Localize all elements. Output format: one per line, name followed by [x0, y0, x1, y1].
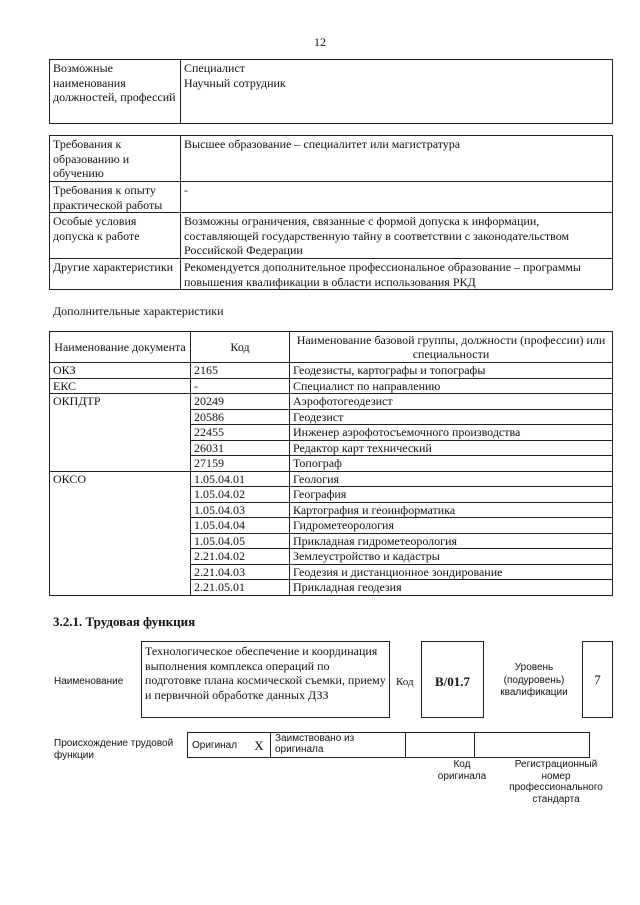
section-title: 3.2.1. Трудовая функция: [53, 614, 196, 629]
table-row: [50, 394, 613, 410]
position-value: Специалист: [184, 61, 246, 75]
header-group-name: Наименование базовой группы, должности (профессии) или специальности: [290, 332, 613, 363]
origin-table: [187, 732, 590, 758]
group-name-cell: Геология: [290, 471, 613, 487]
code-cell: 2.21.05.01: [191, 580, 290, 596]
extra-caption: Дополнительные характеристики: [53, 304, 224, 318]
requirement-row: [50, 182, 613, 213]
code-cell: 2.21.04.03: [191, 564, 290, 580]
qualification-level-box: 7: [582, 641, 613, 718]
group-name-cell: Геодезисты, картографы и топографы: [290, 363, 613, 379]
registration-number-caption: Регистрационный номер профессионального стандарта: [509, 759, 603, 805]
position-value: Научный сотрудник: [184, 75, 286, 90]
table-row: [50, 378, 613, 394]
registration-number-cell: [475, 733, 590, 758]
function-name-box: Технологическое обеспечение и координация выполнения комплекса операций по подготовке плана космической съемки, приему и первичной обработке данных ДЗЗ: [141, 641, 390, 718]
extra-characteristics-table: [49, 331, 613, 596]
positions-row: [50, 60, 613, 124]
group-name-cell: Специалист по направлению: [290, 378, 613, 394]
group-name-cell: Топограф: [290, 456, 613, 472]
table-row: [50, 471, 613, 487]
group-name-cell: Прикладная геодезия: [290, 580, 613, 596]
doc-name: ОКЗ: [50, 363, 191, 379]
code-cell: 1.05.04.05: [191, 533, 290, 549]
requirement-label: Другие характеристики: [50, 259, 181, 290]
doc-name: ОКСО: [50, 471, 191, 595]
requirement-row: [50, 213, 613, 259]
doc-name: ЕКС: [50, 378, 191, 394]
original-code-caption: Код оригинала: [437, 759, 487, 782]
function-code-label: Код: [396, 676, 414, 688]
requirement-row: [50, 136, 613, 182]
original-mark: X: [248, 733, 271, 758]
requirement-value: Возможны ограничения, связанные с формой допуска к информации, составляющей государственную тайну в соответствии с законодательством Российской Федерации: [181, 213, 613, 259]
function-name-label: Наименование: [54, 676, 124, 687]
requirement-label: Особые условия допуска к работе: [50, 213, 181, 259]
group-name-cell: Гидрометеорология: [290, 518, 613, 534]
table-header-row: [50, 332, 613, 363]
code-cell: 20586: [191, 409, 290, 425]
code-cell: 1.05.04.04: [191, 518, 290, 534]
code-cell: 1.05.04.02: [191, 487, 290, 503]
original-label: Оригинал: [188, 733, 249, 758]
requirement-value: -: [181, 182, 613, 213]
code-cell: 27159: [191, 456, 290, 472]
requirement-row: [50, 259, 613, 290]
group-name-cell: Инженер аэрофотосъемочного производства: [290, 425, 613, 441]
code-cell: 22455: [191, 425, 290, 441]
positions-values: [181, 60, 613, 124]
group-name-cell: Прикладная гидрометеорология: [290, 533, 613, 549]
group-name-cell: География: [290, 487, 613, 503]
positions-label: Возможные наименования должностей, профессий: [50, 60, 181, 124]
group-name-cell: Землеустройство и кадастры: [290, 549, 613, 565]
group-name-cell: Аэрофотогеодезист: [290, 394, 613, 410]
code-cell: -: [191, 378, 290, 394]
positions-table: [49, 59, 613, 124]
origin-row: [188, 733, 590, 758]
requirement-label: Требования к опыту практической работы: [50, 182, 181, 213]
requirement-value: Рекомендуется дополнительное профессиональное образование – программы повышения квалификации в области использования РКД: [181, 259, 613, 290]
code-cell: 1.05.04.03: [191, 502, 290, 518]
group-name-cell: Геодезия и дистанционное зондирование: [290, 564, 613, 580]
requirement-value: Высшее образование – специалитет или магистратура: [181, 136, 613, 182]
qualification-level-label: Уровень (подуровень) квалификации: [500, 662, 568, 698]
group-name-cell: Картография и геоинформатика: [290, 502, 613, 518]
code-cell: 2165: [191, 363, 290, 379]
origin-label: Происхождение трудовой функции: [54, 738, 174, 761]
code-cell: 1.05.04.01: [191, 471, 290, 487]
table-row: [50, 363, 613, 379]
requirements-table: [49, 135, 613, 290]
header-code: Код: [191, 332, 290, 363]
header-document: Наименование документа: [50, 332, 191, 363]
page-number: 12: [314, 35, 326, 49]
function-code-box: B/01.7: [421, 641, 484, 718]
doc-name: ОКПДТР: [50, 394, 191, 472]
group-name-cell: Редактор карт технический: [290, 440, 613, 456]
requirement-label: Требования к образованию и обучению: [50, 136, 181, 182]
code-cell: 20249: [191, 394, 290, 410]
borrowed-label: Заимствовано из оригинала: [271, 733, 406, 758]
group-name-cell: Геодезист: [290, 409, 613, 425]
code-cell: 26031: [191, 440, 290, 456]
code-cell: 2.21.04.02: [191, 549, 290, 565]
original-code-cell: [406, 733, 475, 758]
